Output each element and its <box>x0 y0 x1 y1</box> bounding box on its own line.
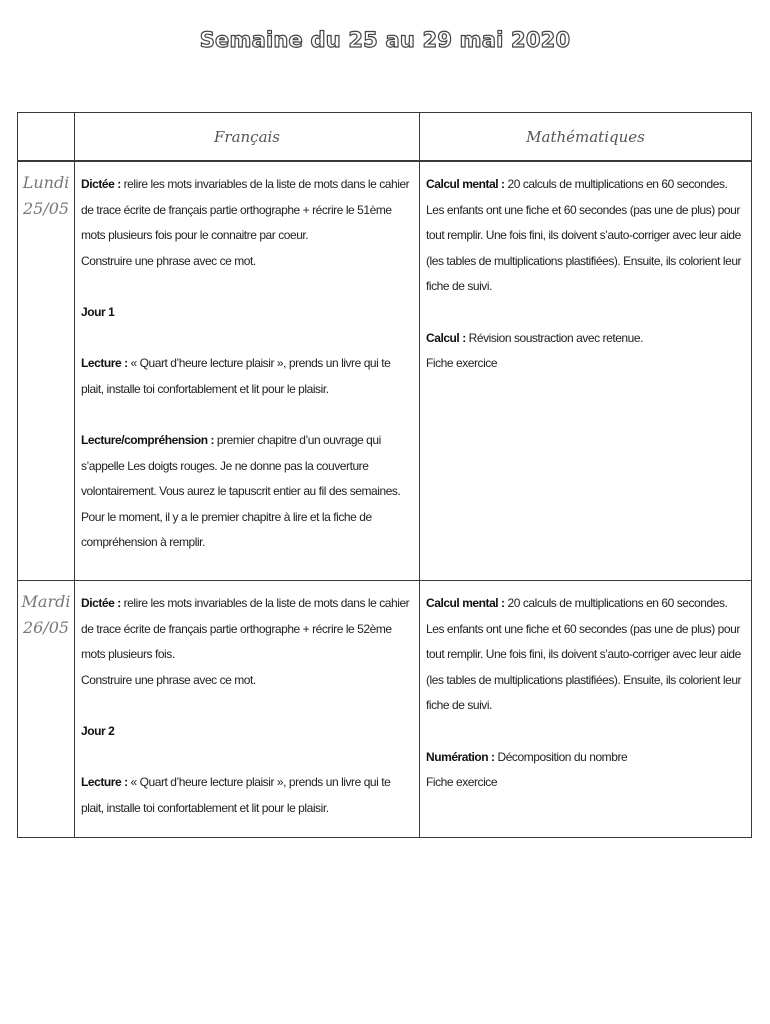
header-day <box>18 113 75 162</box>
calcul-text: Révision soustraction avec retenue. <box>465 330 643 345</box>
calcul-mental-text: 20 calculs de multiplications en 60 secondes. Les enfants ont une fiche et 60 secondes (pas une de plus) pour tout remplir. Une fois fini, ils doivent s’auto-corriger avec leur aide (les tables de multiplications plastifiées). Ensuite, ils colorient leur fiche de suivi. <box>426 596 742 713</box>
francais-cell-lundi <box>75 161 420 581</box>
table-row-lundi <box>18 161 752 581</box>
header-maths: Mathématiques <box>420 113 752 162</box>
planning-table <box>17 112 752 838</box>
table-row-mardi <box>18 581 752 838</box>
maths-cell-lundi <box>420 161 752 581</box>
fiche-text: Fiche exercice <box>426 775 498 790</box>
lecture-paragraph <box>81 351 413 402</box>
day-cell-lundi <box>18 161 75 581</box>
numeration-paragraph <box>426 745 745 771</box>
calcul-mental-text: 20 calculs de multiplications en 60 secondes. Les enfants ont une fiche et 60 secondes (pas une de plus) pour tout remplir. Une fois fini, ils doivent s’auto-corriger avec leur aide (les tables de multiplications plastifiées). Ensuite, ils colorient leur fiche de suivi. <box>426 177 742 294</box>
lecture-text: « Quart d’heure lecture plaisir », prends un livre qui te plait, installe toi confortablement et lit pour le plaisir. <box>81 356 391 396</box>
dictee-paragraph <box>81 172 413 249</box>
dictee-text: relire les mots invariables de la liste de mots dans le cahier de trace écrite de français partie orthographe + récrire le 52ème mots plusieurs fois. <box>81 596 410 662</box>
moment-text: Pour le moment, il y a le premier chapitre à lire et la fiche de compréhension à remplir. <box>81 509 372 550</box>
jour-label: Jour 2 <box>81 723 115 738</box>
calcul-label: Calcul : <box>426 330 466 345</box>
lecture-label: Lecture : <box>81 775 128 790</box>
jour-label: Jour 1 <box>81 304 115 319</box>
comprehension-text: premier chapitre d’un ouvrage qui s’appelle Les doigts rouges. Je ne donne pas la couverture volontairement. Vous aurez le tapuscrit entier au fil des semaines. <box>81 432 401 499</box>
dictee-label: Dictée : <box>81 596 121 610</box>
phrase-text: Construire une phrase avec ce mot. <box>81 253 256 268</box>
calcul-mental-label: Calcul mental : <box>426 177 505 191</box>
calcul-paragraph <box>426 326 745 352</box>
francais-cell-mardi <box>75 581 420 838</box>
page-title: Semaine du 25 au 29 mai 2020 <box>199 28 571 52</box>
day-date: 25/05 <box>22 199 70 218</box>
phrase-text: Construire une phrase avec ce mot. <box>81 672 256 687</box>
numeration-text: Décomposition du nombre <box>494 749 628 764</box>
dictee-label: Dictée : <box>81 177 121 191</box>
numeration-label: Numération : <box>426 749 495 764</box>
calcul-mental-paragraph <box>426 172 745 300</box>
comprehension-label: Lecture/compréhension : <box>81 432 215 447</box>
dictee-paragraph <box>81 591 413 668</box>
day-name: Lundi <box>22 173 70 192</box>
calcul-mental-paragraph <box>426 591 745 719</box>
lecture-label: Lecture : <box>81 356 128 371</box>
table-header-row <box>18 113 752 162</box>
header-francais: Français <box>75 113 420 162</box>
comprehension-paragraph <box>81 428 413 505</box>
day-cell-mardi <box>18 581 75 838</box>
calcul-mental-label: Calcul mental : <box>426 596 505 610</box>
maths-cell-mardi <box>420 581 752 838</box>
lecture-paragraph <box>81 770 413 821</box>
lecture-text: « Quart d’heure lecture plaisir », prends un livre qui te plait, installe toi confortablement et lit pour le plaisir. <box>81 775 391 815</box>
fiche-text: Fiche exercice <box>426 356 498 371</box>
day-name: Mardi <box>21 592 71 611</box>
dictee-text: relire les mots invariables de la liste de mots dans le cahier de trace écrite de français partie orthographe + récrire le 51ème mots plusieurs fois pour le connaitre par coeur. <box>81 177 410 243</box>
day-date: 26/05 <box>22 618 70 637</box>
